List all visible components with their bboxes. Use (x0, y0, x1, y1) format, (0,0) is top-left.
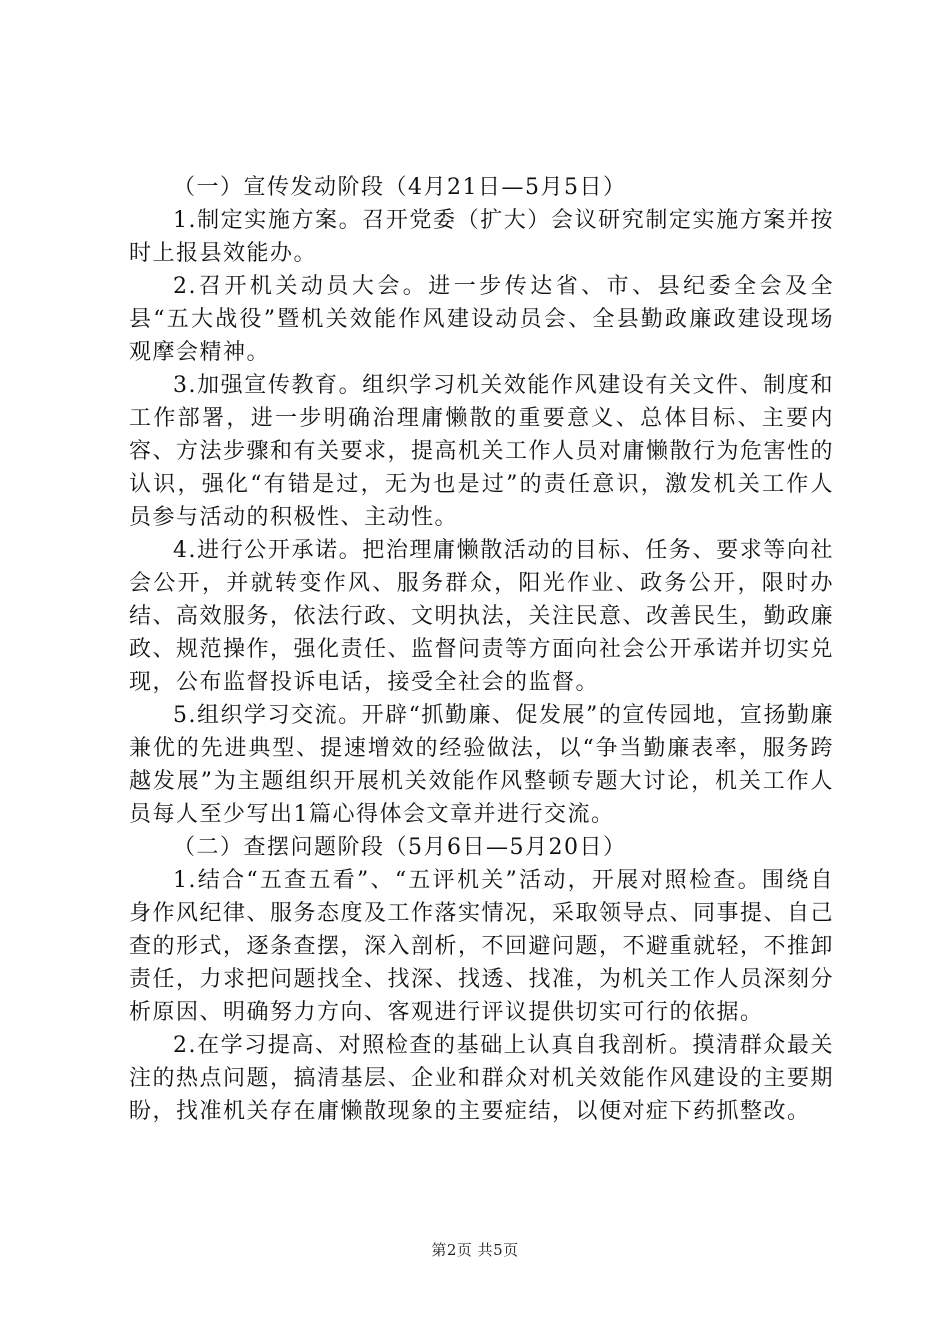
section-heading-1: （一）宣传发动阶段（4月21日—5月5日） (173, 175, 627, 200)
paragraph-1-4: 4.进行公开承诺。把治理庸懒散活动的目标、任务、要求等向社会公开，并就转变作风、服务群众，阳光作业、政务公开，限时办结、高效服务，依法行政、文明执法，关注民意、改善民生，勤政廉政、规范操作，强化责任、监督问责等方面向社会公开承诺并切实兑现，公布监督投诉电话，接受全社会的监督。 (129, 538, 835, 695)
paragraph-1-2: 2.召开机关动员大会。进一步传达省、市、县纪委全会及全县“五大战役”暨机关效能作风建设动员会、全县勤政廉政建设现场观摩会精神。 (129, 274, 834, 365)
document-body (129, 171, 834, 1128)
page-number-footer: 第2页 共5页 (431, 1241, 519, 1259)
paragraph-1-5: 5.组织学习交流。开辟“抓勤廉、促发展”的宣传园地，宣扬勤廉兼优的先进典型、提速增效的经验做法，以“争当勤廉表率，服务跨越发展”为主题组织开展机关效能作风整顿专题大讨论，机关工作人员每人至少写出1篇心得体会文章并进行交流。 (129, 703, 834, 827)
paragraph-2-1: 1.结合“五查五看”、“五评机关”活动，开展对照检查。围绕自身作风纪律、服务态度及工作落实情况，采取领导点、同事提、自己查的形式，逐条查摆，深入剖析，不回避问题，不避重就轻，不推卸责任，力求把问题找全、找深、找透、找准，为机关工作人员深刻分析原因、明确努力方向、客观进行评议提供切实可行的依据。 (129, 868, 835, 1025)
paragraph-1-3: 3.加强宣传教育。组织学习机关效能作风建设有关文件、制度和工作部署，进一步明确治理庸懒散的重要意义、总体目标、主要内容、方法步骤和有关要求，提高机关工作人员对庸懒散行为危害性的认识，强化“有错是过，无为也是过”的责任意识，激发机关工作人员参与活动的积极性、主动性。 (129, 373, 835, 530)
section-heading-2: （二）查摆问题阶段（5月6日—5月20日） (173, 835, 627, 860)
paragraph-2-2: 2.在学习提高、对照检查的基础上认真自我剖析。摸清群众最关注的热点问题，搞清基层、企业和群众对机关效能作风建设的主要期盼，找准机关存在庸懒散现象的主要症结，以便对症下药抓整改。 (129, 1033, 835, 1124)
paragraph-1-1: 1.制定实施方案。召开党委（扩大）会议研究制定实施方案并按时上报县效能办。 (129, 208, 834, 266)
